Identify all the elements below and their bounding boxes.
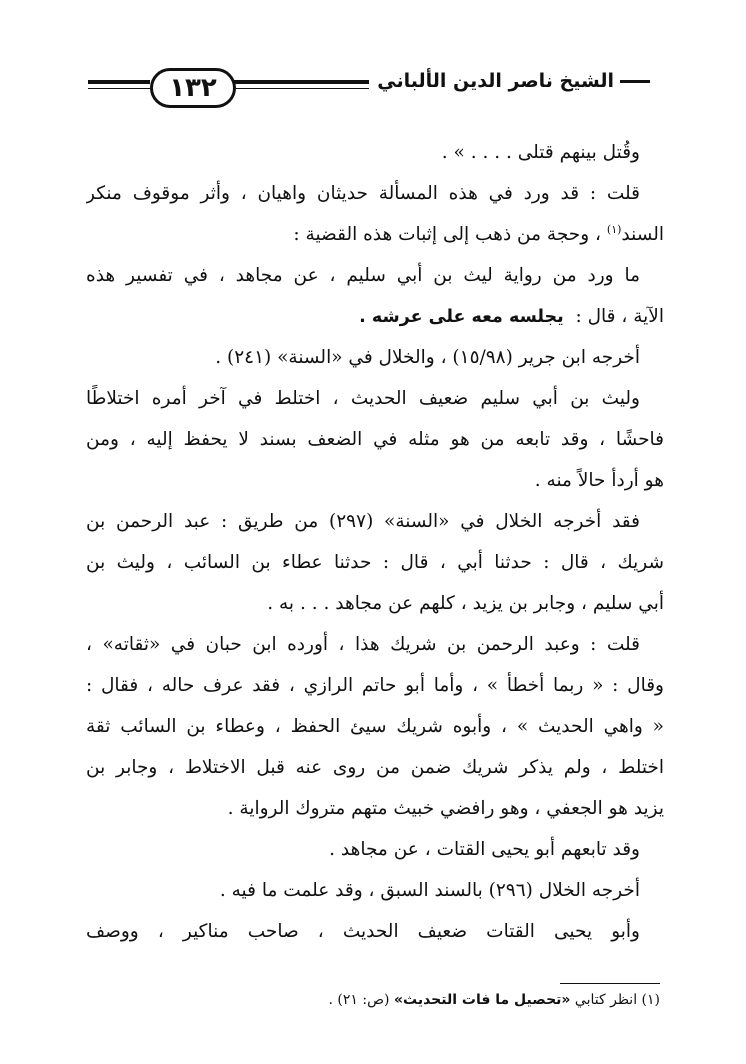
footnote-suffix: (ص: ٢١) .: [328, 992, 390, 1008]
text-line: [86, 214, 664, 255]
text-line: قلت : قد ورد في هذه المسألة حديثان واهيان ، وأثر موقوف منكر: [86, 183, 640, 204]
text-line: شريك ، قال : حدثنا أبي ، قال : حدثنا عطاء بن السائب ، وليث بن: [86, 552, 664, 573]
header-rule-left-thin: [88, 88, 150, 89]
page-header: [88, 66, 658, 112]
text-line: أبي سليم ، وجابر بن يزيد ، كلهم عن مجاهد . . . به .: [267, 593, 664, 614]
quoted-statement: يجلسه معه على عرشه .: [359, 307, 564, 327]
text-line: أخرجه ابن جرير (١٥/٩٨) ، والخلال في «السنة» (٢٤١) .: [215, 347, 640, 368]
text-segment: ، وحجة من ذهب إلى إثبات هذه القضية :: [293, 224, 602, 245]
text-line: فقد أخرجه الخلال في «السنة» (٢٩٧) من طريق : عبد الرحمن بن: [86, 511, 640, 532]
text-line: [86, 296, 664, 337]
text-line: هو أردأ حالاً منه .: [534, 470, 664, 491]
running-title: الشيخ ناصر الدين الألباني: [369, 70, 658, 92]
text-line: « واهي الحديث » ، وأبوه شريك سيئ الحفظ ، وعطاء بن السائب ثقة: [86, 716, 664, 737]
text-line: اختلط ، ولم يذكر شريك ضمن من روى عنه قبل الاختلاط ، وجابر بن: [86, 757, 664, 778]
page-number: ١٣٢: [150, 68, 236, 108]
text-line: فاحشًا ، وقد تابعه من هو مثله في الضعف بسند لا يحفظ إليه ، ومن: [86, 429, 664, 450]
main-text: [86, 132, 664, 952]
text-segment: الآية ، قال :: [575, 306, 664, 327]
text-line: وقد تابعهم أبو يحيى القتات ، عن مجاهد .: [329, 839, 640, 860]
footnote-divider: [560, 983, 660, 984]
text-line: يزيد هو الجعفي ، وهو رافضي خبيث متهم متروك الرواية .: [227, 798, 664, 819]
text-line: ما ورد من رواية ليث بن أبي سليم ، عن مجاهد ، في تفسير هذه: [86, 265, 640, 286]
text-segment: السند: [621, 224, 664, 245]
header-rule-left-thick: [88, 80, 150, 84]
text-line: قلت : وعبد الرحمن بن شريك هذا ، أورده ابن حبان في «ثقاته» ،: [86, 634, 640, 655]
text-line: أخرجه الخلال (٢٩٦) بالسند السبق ، وقد علمت ما فيه .: [219, 880, 640, 901]
text-line: وأبو يحيى القتات ضعيف الحديث ، صاحب مناكير ، ووصف: [86, 921, 640, 942]
text-line: وليث بن أبي سليم ضعيف الحديث ، اختلط في آخر أمره اختلاطًا: [86, 388, 640, 409]
footnote-marker: (١): [606, 222, 622, 236]
text-line: وقُتل بينهم قتلى . . . . » .: [441, 142, 640, 163]
footnote-book-title: «تحصيل ما فات التحديث»: [393, 992, 571, 1008]
footnote-prefix: (١) انظر كتابي: [574, 992, 660, 1008]
footnote: [329, 992, 660, 1008]
text-line: وقال : « ربما أخطأ » ، وأما أبو حاتم الرازي ، فقد عرف حاله ، فقال :: [86, 675, 664, 696]
